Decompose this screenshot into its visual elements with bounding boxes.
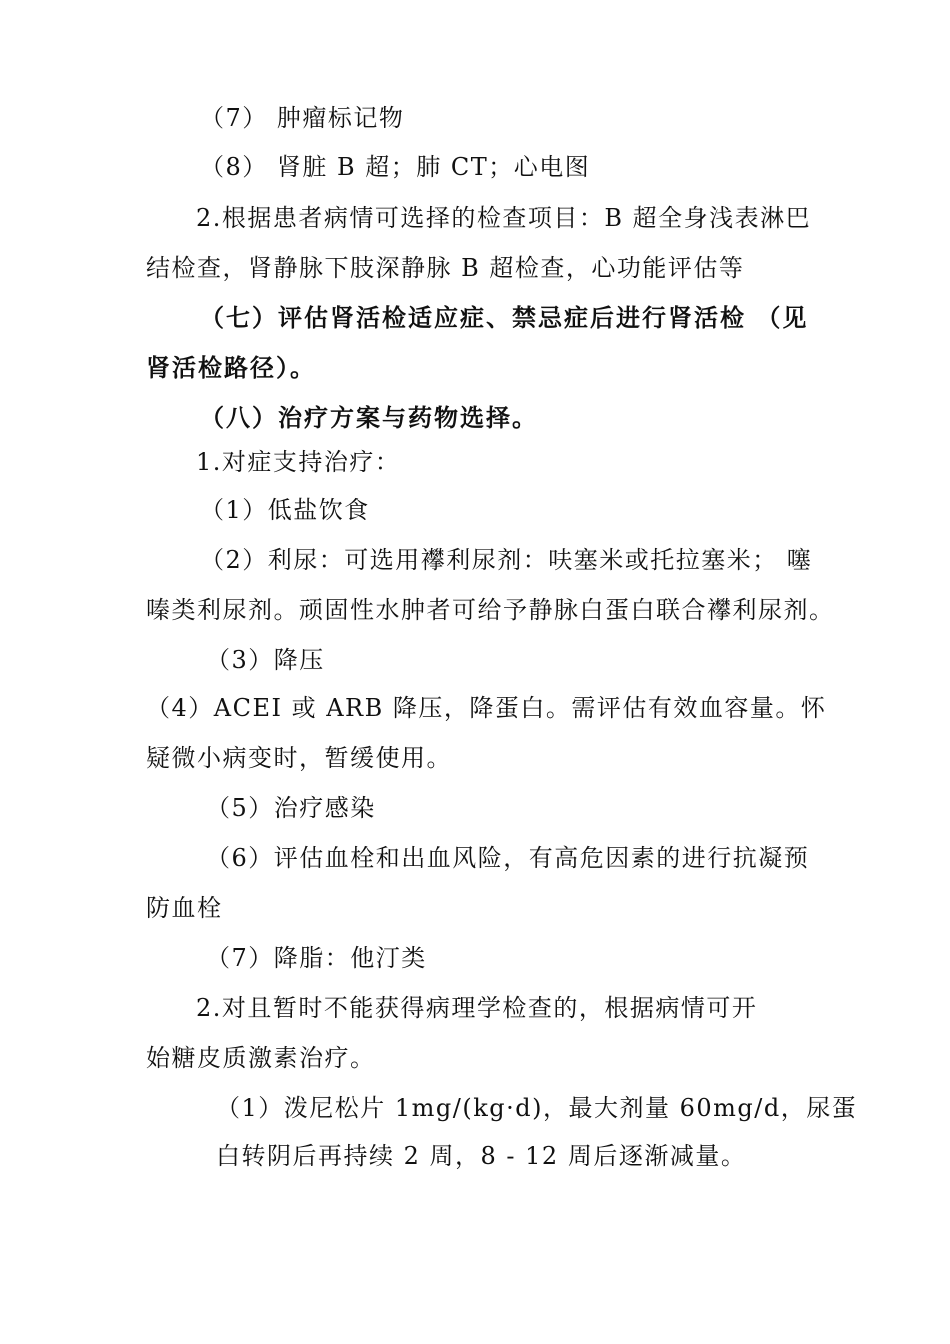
steroid-paragraph-line-2: 始糖皮质激素治疗。 xyxy=(146,1044,376,1072)
item-acei-line-2: 疑微小病变时，暂缓使用。 xyxy=(146,744,452,772)
item-acei-line-1: （4）ACEI 或 ARB 降压，降蛋白。需评估有效血容量。怀 xyxy=(146,694,827,722)
item-prednisone-line-2: 白转阴后再持续 2 周，8 - 12 周后逐渐减量。 xyxy=(216,1142,747,1170)
item-diuretic-line-2: 嗪类利尿剂。顽固性水肿者可给予静脉白蛋白联合襻利尿剂。 xyxy=(146,596,835,624)
symptomatic-treatment-heading: 1.对症支持治疗： xyxy=(196,448,401,476)
section-eight-heading: （八）治疗方案与药物选择。 xyxy=(200,404,538,432)
item-low-salt: （1）低盐饮食 xyxy=(200,496,370,524)
optional-tests-line-2: 结检查，肾静脉下肢深静脉 B 超检查，心功能评估等 xyxy=(146,254,745,282)
item-infection: （5）治疗感染 xyxy=(206,794,376,822)
item-thrombosis-line-2: 防血栓 xyxy=(146,894,223,922)
item-prednisone-line-1: （1）泼尼松片 1mg/(kg·d)，最大剂量 60mg/d，尿蛋 xyxy=(216,1094,858,1122)
item-kidney-ultrasound: （8） 肾脏 B 超；肺 CT；心电图 xyxy=(200,153,591,181)
optional-tests-line-1: 2.根据患者病情可选择的检查项目：B 超全身浅表淋巴 xyxy=(196,204,812,232)
item-diuretic-line-1: （2）利尿：可选用襻利尿剂：呋塞米或托拉塞米； 噻 xyxy=(200,546,813,574)
item-thrombosis-line-1: （6）评估血栓和出血风险，有高危因素的进行抗凝预 xyxy=(206,844,810,872)
section-seven-heading: （七）评估肾活检适应症、禁忌症后进行肾活检 （见 xyxy=(200,304,809,332)
section-seven-heading-cont: 肾活检路径）。 xyxy=(146,354,316,382)
steroid-paragraph-line-1: 2.对且暂时不能获得病理学检查的，根据病情可开 xyxy=(196,994,758,1022)
item-tumor-markers: （7） 肿瘤标记物 xyxy=(200,104,405,132)
item-lipid: （7）降脂：他汀类 xyxy=(206,944,427,972)
item-blood-pressure: （3）降压 xyxy=(206,646,325,674)
